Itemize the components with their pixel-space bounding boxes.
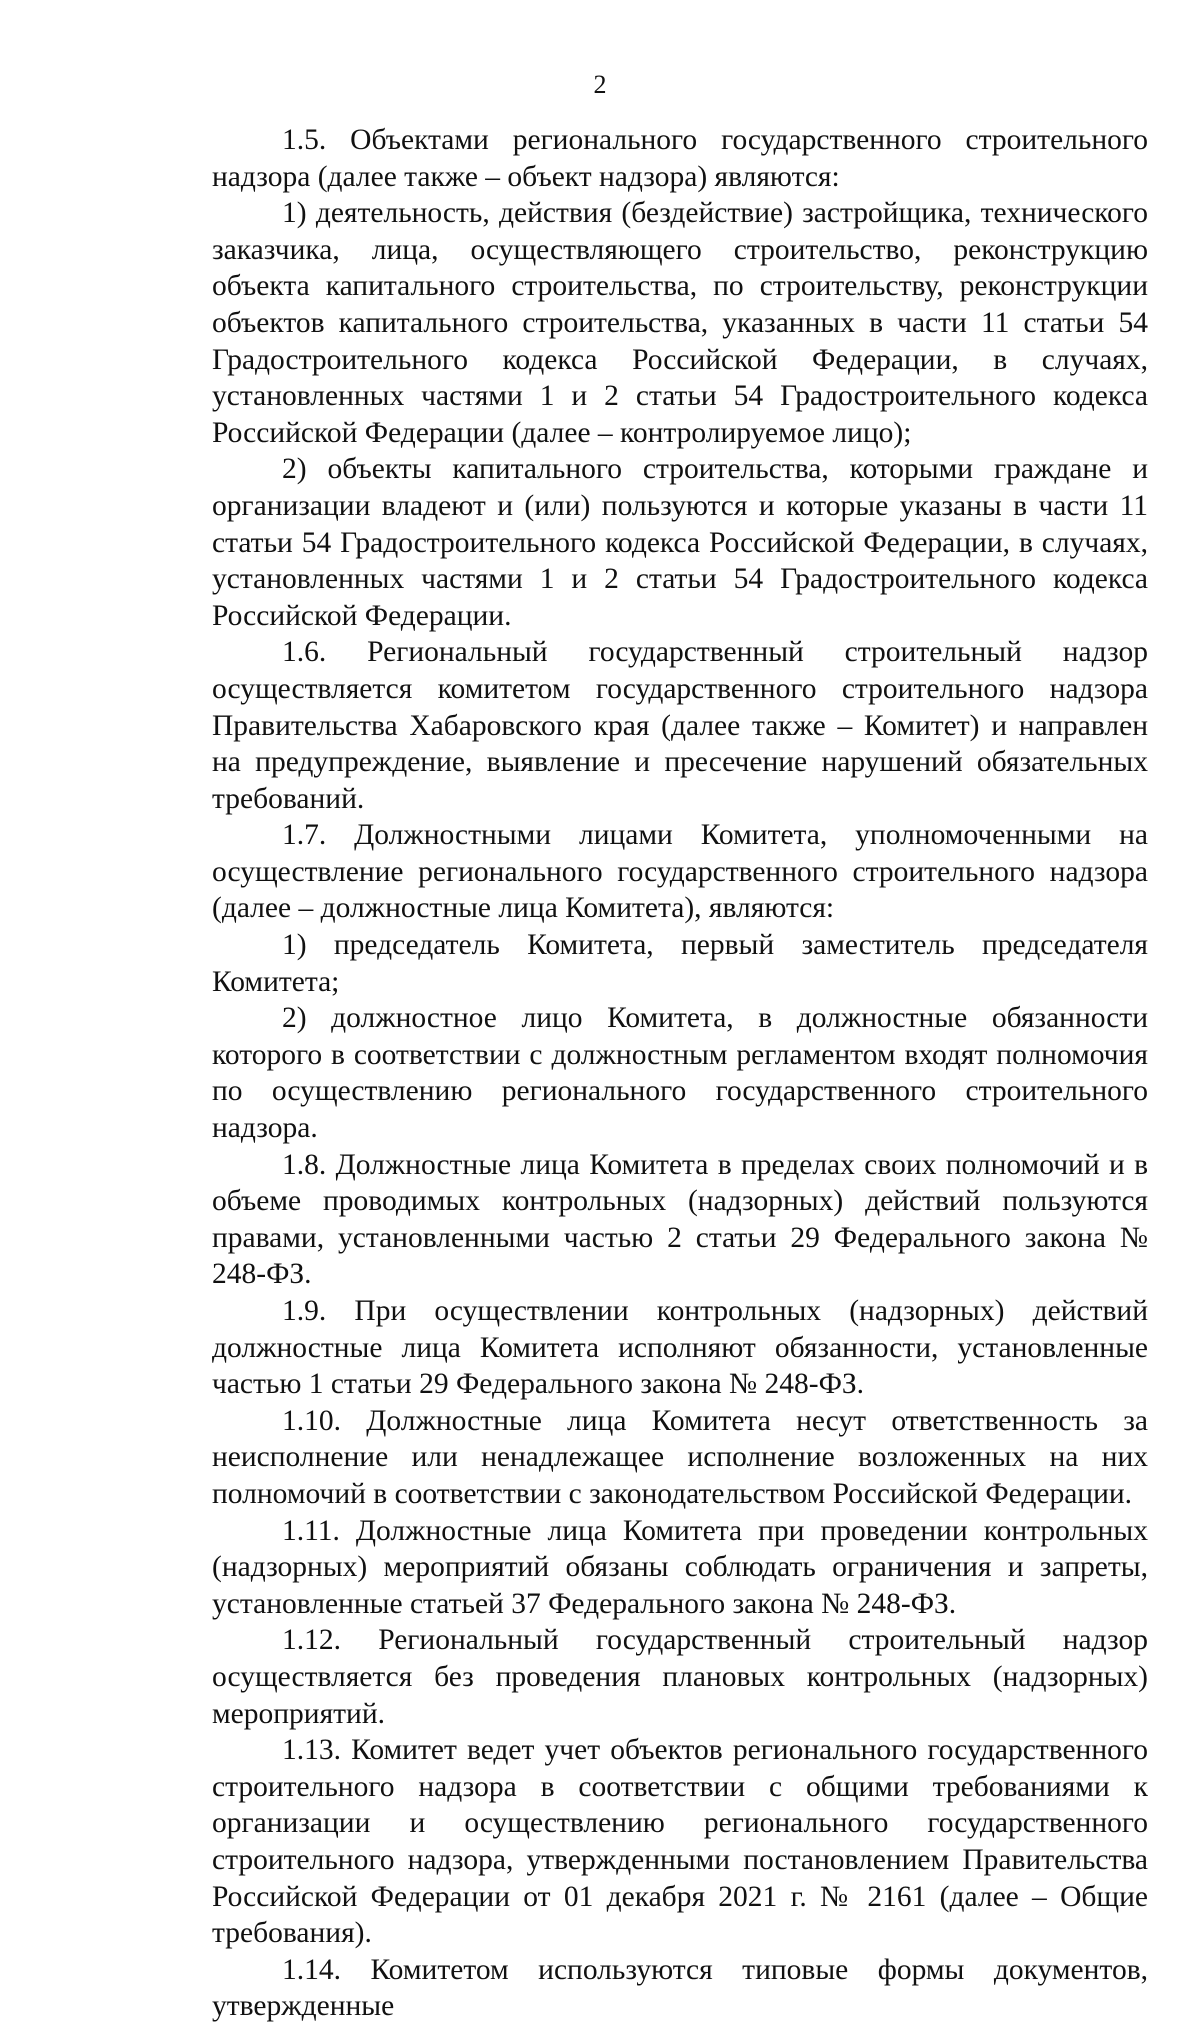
paragraph-1-8: 1.8. Должностные лица Комитета в пределах своих полномочий и в объеме проводимых контрольных (надзорных) действий пользуются правами, установленными частью 2 статьи 29 Федерального закона № 248-ФЗ.	[212, 1148, 1148, 1291]
paragraph-1-5-item-2: 2) объекты капитального строительства, которыми граждане и организации владеют и (или) пользуются и которые указаны в части 11 статьи 54 Градостроительного кодекса Российской Федерации, в случаях, установленных частями 1 и 2 статьи 54 Градостроительного кодекса Российской Федерации.	[212, 453, 1148, 632]
paragraph-1-7-item-1: 1) председатель Комитета, первый заместитель председателя Комитета;	[212, 929, 1148, 998]
paragraph-1-7-item-2: 2) должностное лицо Комитета, в должностные обязанности которого в соответствии с должностным регламентом входят полномочия по осуществлению регионального государственного строительного надзора.	[212, 1002, 1148, 1145]
paragraph-1-12: 1.12. Региональный государственный строительный надзор осуществляется без проведения плановых контрольных (надзорных) мероприятий.	[212, 1624, 1148, 1730]
paragraph-1-6: 1.6. Региональный государственный строительный надзор осуществляется комитетом государственного строительного надзора Правительства Хабаровского края (далее также – Комитет) и направлен на предупреждение, выявление и пресечение нарушений обязательных требований.	[212, 636, 1148, 815]
paragraph-1-5: 1.5. Объектами регионального государственного строительного надзора (далее также – объект надзора) являются:	[212, 124, 1148, 193]
paragraph-1-5-item-1: 1) деятельность, действия (бездействие) застройщика, технического заказчика, лица, осуществляющего строительство, реконструкцию объекта капитального строительства, по строительству, реконструкции объектов капитального строительства, указанных в части 11 статьи 54 Градостроительного кодекса Российской Федерации, в случаях, установленных частями 1 и 2 статьи 54 Градостроительного кодекса Российской Федерации (далее – контролируемое лицо);	[212, 197, 1148, 449]
paragraph-1-14: 1.14. Комитетом используются типовые формы документов, утвержденные	[212, 1953, 1148, 2023]
paragraph-1-13: 1.13. Комитет ведет учет объектов регионального государственного строительного надзора в соответствии с общими требованиями к организации и осуществлению регионального государственного строительного надзора, утвержденными постановлением Правительства Российской Федерации от 01 декабря 2021 г. № 2161 (далее – Общие требования).	[212, 1734, 1148, 1950]
paragraph-1-9: 1.9. При осуществлении контрольных (надзорных) действий должностные лица Комитета исполняют обязанности, установленные частью 1 статьи 29 Федерального закона № 248-ФЗ.	[212, 1295, 1148, 1401]
paragraph-1-11: 1.11. Должностные лица Комитета при проведении контрольных (надзорных) мероприятий обязаны соблюдать ограничения и запреты, установленные статьей 37 Федерального закона № 248-ФЗ.	[212, 1514, 1148, 1620]
page-number: 2	[593, 70, 607, 99]
paragraph-1-10: 1.10. Должностные лица Комитета несут ответственность за неисполнение или ненадлежащее исполнение возложенных на них полномочий в соответствии с законодательством Российской Федерации.	[212, 1404, 1148, 1510]
document-body	[212, 122, 1148, 2025]
paragraph-1-7: 1.7. Должностными лицами Комитета, уполномоченными на осуществление регионального государственного строительного надзора (далее – должностные лица Комитета), являются:	[212, 819, 1148, 925]
